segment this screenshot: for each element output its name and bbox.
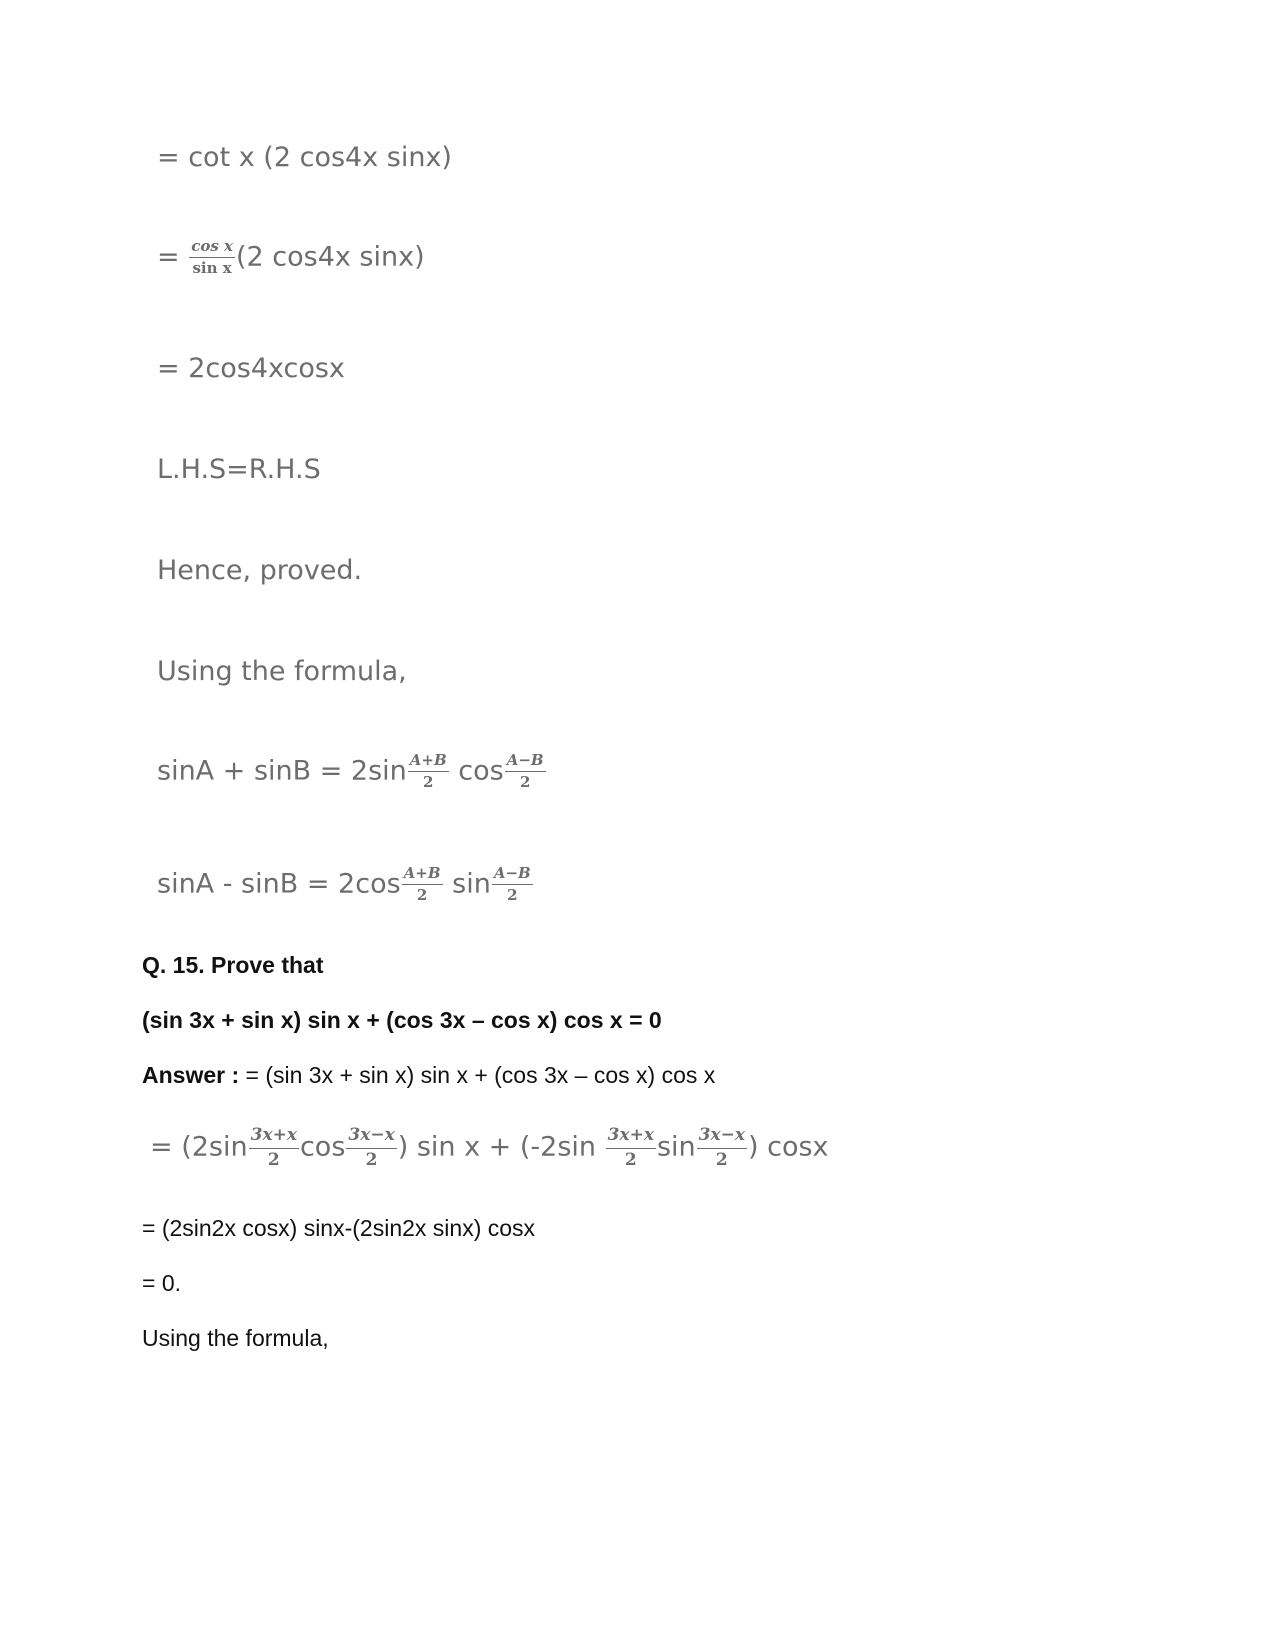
math-text: L.H.S=R.H.S xyxy=(157,454,321,485)
fraction-denominator: 2 xyxy=(715,1149,728,1170)
fraction-numerator: 3x−x xyxy=(697,1126,747,1149)
math-line-2cos4xcosx xyxy=(157,353,345,384)
hence-proved xyxy=(157,555,362,586)
math-text: sin xyxy=(656,1131,696,1163)
answer-label: Answer : xyxy=(142,1062,240,1088)
math-text: ) cosx xyxy=(747,1131,829,1163)
math-text: sinA - sinB = 2cos xyxy=(157,868,401,900)
math-text: ) sin x + (-2sin xyxy=(397,1131,605,1163)
answer-line xyxy=(142,1062,715,1089)
math-line-cot xyxy=(157,142,452,173)
body-text: Hence, proved. xyxy=(157,555,363,586)
fraction-numerator: A−B xyxy=(505,752,546,772)
fraction-a-plus-b xyxy=(402,865,443,905)
question-title xyxy=(142,952,324,979)
fraction-denominator: 2 xyxy=(624,1149,637,1170)
fraction-numerator: A+B xyxy=(402,865,443,885)
answer-step-result xyxy=(142,1270,181,1297)
math-text: sinA + sinB = 2sin xyxy=(157,755,407,787)
question-statement xyxy=(142,1007,662,1034)
formula-sin-sum xyxy=(157,752,547,792)
fraction-denominator: 2 xyxy=(507,886,518,905)
fraction-denominator: 2 xyxy=(519,773,531,792)
fraction-a-plus-b xyxy=(408,752,449,792)
math-text: cos xyxy=(299,1131,346,1163)
fraction-denominator: 2 xyxy=(423,773,434,792)
math-line-cos-over-sin xyxy=(157,238,425,278)
fraction-3x-plus-x xyxy=(606,1126,656,1170)
body-text: Using the formula, xyxy=(157,656,407,687)
fraction-denominator: 2 xyxy=(267,1149,280,1170)
fraction-denominator: 2 xyxy=(416,886,428,905)
fraction-3x-plus-x xyxy=(249,1126,299,1170)
fraction-3x-minus-x xyxy=(346,1126,396,1170)
formula-sin-difference xyxy=(157,865,534,905)
question-heading: Q. 15. Prove that xyxy=(142,952,324,978)
fraction-numerator: cos x xyxy=(189,238,235,258)
math-text: = (2sin2x cosx) sinx-(2sin2x sinx) cosx xyxy=(142,1215,536,1241)
fraction-numerator: A−B xyxy=(492,865,533,885)
fraction-denominator: sin x xyxy=(192,259,232,278)
fraction-cos-over-sin xyxy=(189,238,235,278)
using-formula-heading xyxy=(157,656,407,687)
math-text: sin xyxy=(452,868,491,900)
fraction-numerator: 3x+x xyxy=(249,1126,299,1149)
fraction-numerator: A+B xyxy=(408,752,449,772)
answer-step-simplified xyxy=(142,1215,535,1242)
answer-step-expansion xyxy=(150,1126,829,1170)
lhs-equals-rhs xyxy=(157,454,321,485)
math-text: cos xyxy=(458,755,504,787)
math-text: = (2sin xyxy=(150,1131,248,1163)
body-text: Using the formula, xyxy=(142,1325,329,1351)
math-text: = cot x (2 cos4x sinx) xyxy=(157,142,452,173)
answer-using-formula xyxy=(142,1325,329,1352)
fraction-a-minus-b xyxy=(492,865,533,905)
fraction-numerator: 3x−x xyxy=(346,1126,396,1149)
math-text: (2 cos4x sinx) xyxy=(235,241,425,273)
fraction-a-minus-b xyxy=(505,752,546,792)
answer-text: = (sin 3x + sin x) sin x + (cos 3x – cos x) cos x xyxy=(239,1062,716,1088)
question-equation: (sin 3x + sin x) sin x + (cos 3x – cos x) cos x = 0 xyxy=(142,1007,662,1033)
fraction-denominator: 2 xyxy=(365,1149,378,1170)
fraction-numerator: 3x+x xyxy=(606,1126,656,1149)
fraction-3x-minus-x xyxy=(697,1126,747,1170)
math-text: = 0. xyxy=(142,1270,182,1296)
math-text: = 2cos4xcosx xyxy=(157,353,345,384)
math-text: = xyxy=(157,241,180,273)
